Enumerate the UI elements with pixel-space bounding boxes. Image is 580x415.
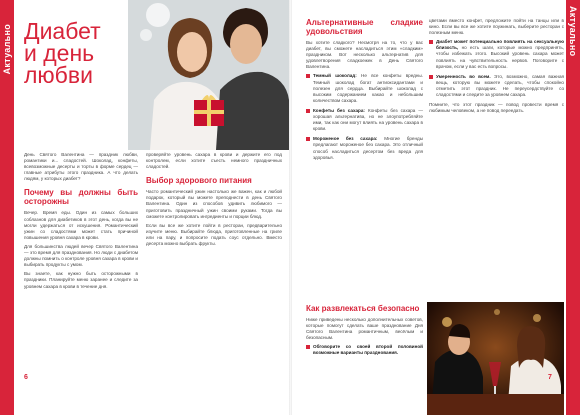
dinner-illustration — [427, 302, 564, 415]
paragraph: Вы хотите сладкого? Несмотря на то, что у вас диабет, вы сможете насладиться этим «сладким» праздником. Вот несколько альтернатив для удовлетворения сладкоежек в День Святого Валентина. — [306, 40, 423, 70]
paragraph: Для большинства людей вечер Святого Валентина — это время для празднования. Но люди с диабетом должны помнить о контроле уровня сахара в крови и выбирать продукты с умом. — [24, 243, 138, 268]
page-number-right: 7 — [548, 374, 552, 381]
paragraph: проверяйте уровень сахара в крови и держите его под контролем, если хотите съесть немного праздничных сладостей. — [146, 152, 282, 170]
left-section-tab: Актуально — [2, 24, 12, 75]
bullet-text: Конфеты без сахара — хорошая альтернатива, но не злоупотребляйте ими, так как они могут влиять на уровень сахара в крови. — [313, 107, 423, 132]
bullet-title: Мороженое без сахара: — [313, 136, 378, 142]
bullet-intimacy — [429, 39, 564, 69]
intro-paragraph: День Святого Валентина — праздник любви, романтики и... сладостей. Шоколад, конфеты, всевозможные десерты и торты в форме сердец — главные атрибуты этого праздника. А что делать людям, у которых диабет? — [24, 152, 138, 182]
bullet-title: Темный шоколад: — [313, 73, 357, 79]
title-line-1: Диабет — [24, 18, 101, 44]
section-heading-healthy-food: Выбор здорового питания — [146, 176, 252, 186]
page-number-left: 6 — [24, 374, 28, 381]
bullet-text: но есть шаги, которые можно предпринять, чтобы избежать этого. Высокий уровень сахара может повлиять на чувствительность нервов. Поговорите с врачом, если у вас есть вопросы. — [436, 45, 564, 69]
right-section-tab: Актуально — [568, 6, 578, 57]
couple-illustration — [128, 0, 289, 150]
bullet-discuss-plans — [306, 344, 423, 356]
section-heading-caution: Почему вы должны быть осторожны — [24, 188, 138, 207]
paragraph: Помните, что этот праздник — повод провести время с любимым человеком, а не повод переедать. — [429, 102, 564, 114]
paragraph: Ниже приведены несколько дополнительных советов, которые помогут сделать ваше празднование Дня Святого Валентина романтичным, весёлым и безопасным. — [306, 317, 423, 341]
bullet-title: Конфеты без сахара: — [313, 107, 365, 113]
right-page-edge — [566, 0, 580, 415]
left-column-1 — [24, 152, 138, 370]
bullet-title: Умеренность во всем. — [436, 73, 491, 79]
bullet-text: Это, возможно, самая важная вещь, которую вы можете сделать, чтобы спокойно отметить этот праздник. Не переусердствуйте со сладостями и следите за уровнем сахара. — [436, 73, 564, 98]
bullet-text: Не все конфеты вредны. Темный шоколад богат антиоксидантами и полезен для сердца. Выбирайте шоколад с высоким содержанием какао и небольшим количеством сахара. — [313, 73, 423, 103]
page-gutter — [289, 0, 292, 415]
couple-photo — [128, 0, 289, 150]
right-column-1 — [306, 18, 423, 302]
title-line-3: любви — [24, 62, 93, 88]
paragraph: Часто романтический ужин настолько же важен, как и любой подарок, который вы можете преподнести в день Святого Валентина. Один из способов удивить любимого — приготовить праздничный ужин своими руками. Тогда вы сможете контролировать ингредиенты и порции блюд. — [146, 189, 282, 219]
left-page-edge — [0, 0, 14, 415]
paragraph: Вы знаете, как нужно быть осторожными в праздники. Планируйте меню заранее и следите за уровнем сахара в крови в течение дня. — [24, 271, 138, 289]
paragraph: цветами вместо конфет, предложите пойти на танцы или в кино. Если вы все же хотите поужинать, выберите ресторан с полезным меню. — [429, 18, 564, 36]
section-heading-alternatives: Альтернативные сладкие удовольствия — [306, 18, 423, 36]
paragraph: Вечер. Время еды. Один из самых больших соблазнов для диабетиков в этот день, когда вы не могли удержаться от искушения. Романтический ужин со сладостями может стать причиной повышения уровня сахара в крови. — [24, 210, 138, 240]
right-column-2 — [429, 18, 564, 298]
bullet-title: Обговорите со своей второй половиной возможные варианты празднования. — [313, 344, 423, 356]
bullet-text: Многие бренды предлагают мороженое без сахара. Это отличный способ насладиться десертом без вреда для здоровья. — [313, 136, 423, 160]
bullet-moderation — [429, 74, 564, 98]
bullet-dark-chocolate — [306, 73, 423, 103]
section-heading-safe-fun: Как развлекаться безопасно — [306, 304, 420, 313]
paragraph: Если вы все же хотите пойти в ресторан, предварительно изучите меню. Выбирайте блюда, приготовленные на гриле или на пару, и попросите подать соус отдельно. Вместо десерта можно выбрать фрукты. — [146, 222, 282, 247]
bullet-title: Диабет может потенциально повлиять на сексуальную близость, — [436, 39, 564, 51]
left-column-2 — [146, 152, 282, 378]
dinner-photo — [427, 302, 564, 415]
title-line-2: и день — [24, 40, 95, 66]
bullet-sugar-free-candy — [306, 108, 423, 132]
bullet-sugar-free-icecream — [306, 136, 423, 160]
right-column-1-lower — [306, 304, 423, 404]
